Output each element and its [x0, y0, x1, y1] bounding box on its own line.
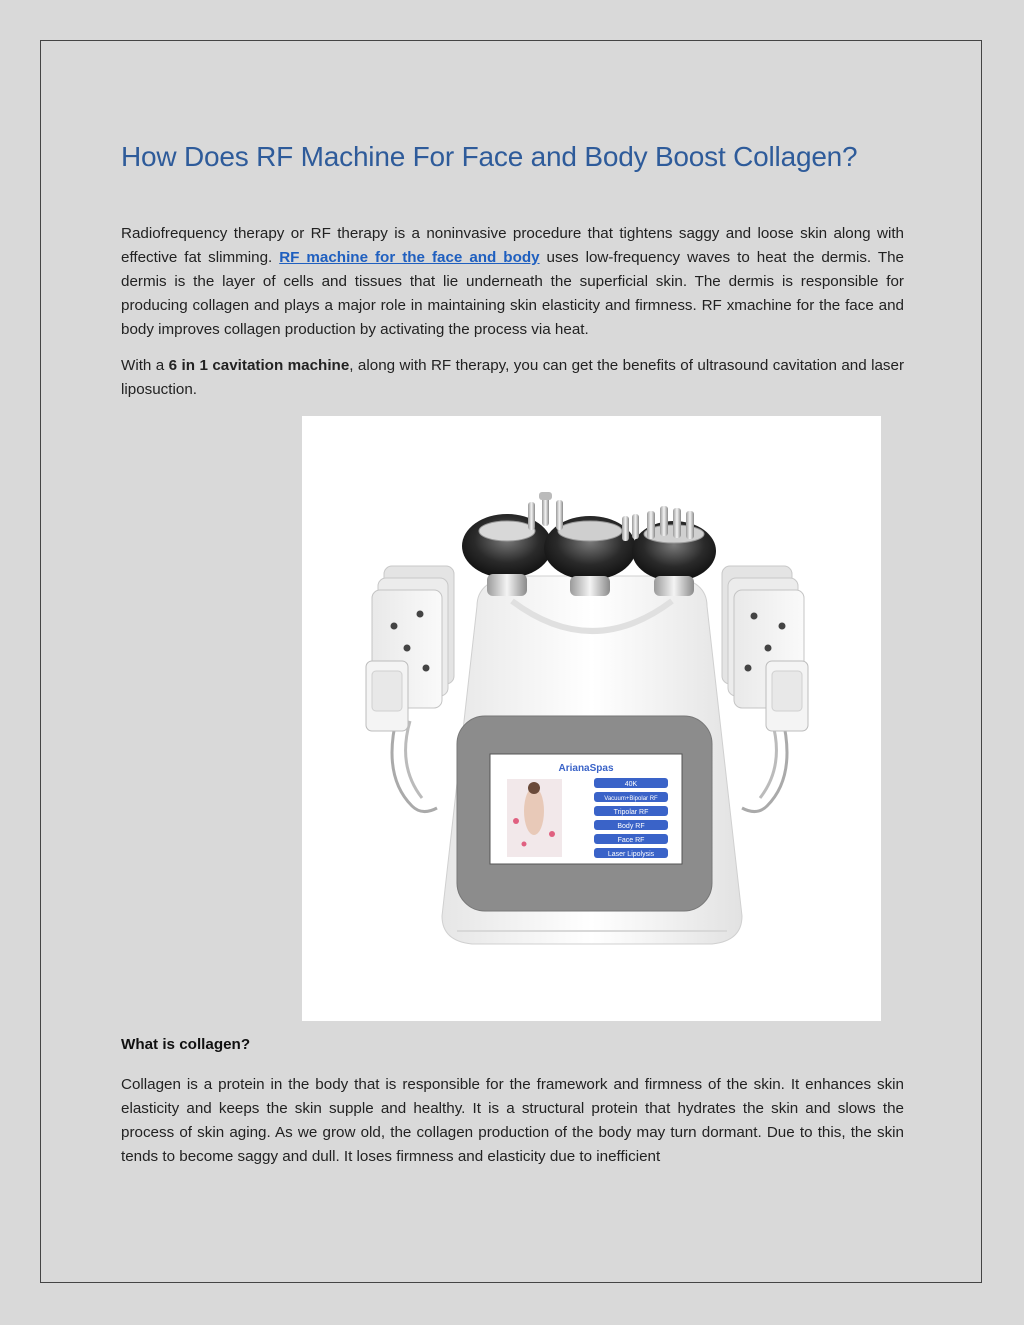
- menu-item-vacuum-bipolar: Vacuum+Bipolar RF: [604, 796, 658, 802]
- rf-machine-link[interactable]: RF machine for the face and body: [279, 249, 540, 266]
- menu-item-laser-lipolysis: Laser Lipolysis: [607, 851, 655, 858]
- menu-item-40k: 40K: [624, 781, 638, 788]
- right-laser-pads: [722, 566, 808, 731]
- intro-text-start: Radiofrequency therapy or RF therapy is a noninvasive procedure that tightens saggy and loose skin along with effective fat slimming.: [121, 225, 904, 266]
- cavitation-paragraph: [121, 354, 904, 402]
- menu-item-tripolar: Tripolar RF: [613, 809, 649, 816]
- page-title: How Does RF Machine For Face and Body Boost Collagen?: [121, 141, 858, 172]
- section-heading: What is collagen?: [121, 1036, 251, 1053]
- left-laser-pads: [366, 566, 454, 731]
- collagen-paragraph: Collagen is a protein in the body that is responsible for the framework and firmness of the skin. It enhances skin elasticity and keeps the skin supple and healthy. It is a structural protein that hydrates the skin and slows the process of skin aging. As we grow old, the collagen production of the body may turn dormant. Due to this, the skin tends to become saggy and dull. It loses firmness and elasticity due to inefficient: [121, 1076, 904, 1165]
- menu-item-face-rf: Face RF: [617, 837, 645, 844]
- product-image: [302, 416, 881, 1021]
- rf-machine-illustration: [302, 416, 881, 1021]
- intro-text-end: uses low-frequency waves to heat the dermis. The dermis is the layer of cells and tissues that lie underneath the superficial skin. The dermis is responsible for producing collagen and plays a major role in maintaining skin elasticity and firmness. RF xmachine for the face and body improves collagen production by activating the process via heat.: [121, 249, 905, 338]
- intro-paragraph: [121, 222, 904, 342]
- cavitation-machine-bold: 6 in 1 cavitation machine: [168, 357, 350, 374]
- screen-brand: ArianaSpas: [558, 763, 614, 774]
- menu-item-body-rf: Body RF: [617, 823, 645, 830]
- cavitation-text-start: With a: [121, 357, 169, 374]
- cavitation-text-end: , along with RF therapy, you can get the benefits of ultrasound cavitation and laser liposuction.: [121, 357, 905, 398]
- document-page: [40, 40, 982, 1283]
